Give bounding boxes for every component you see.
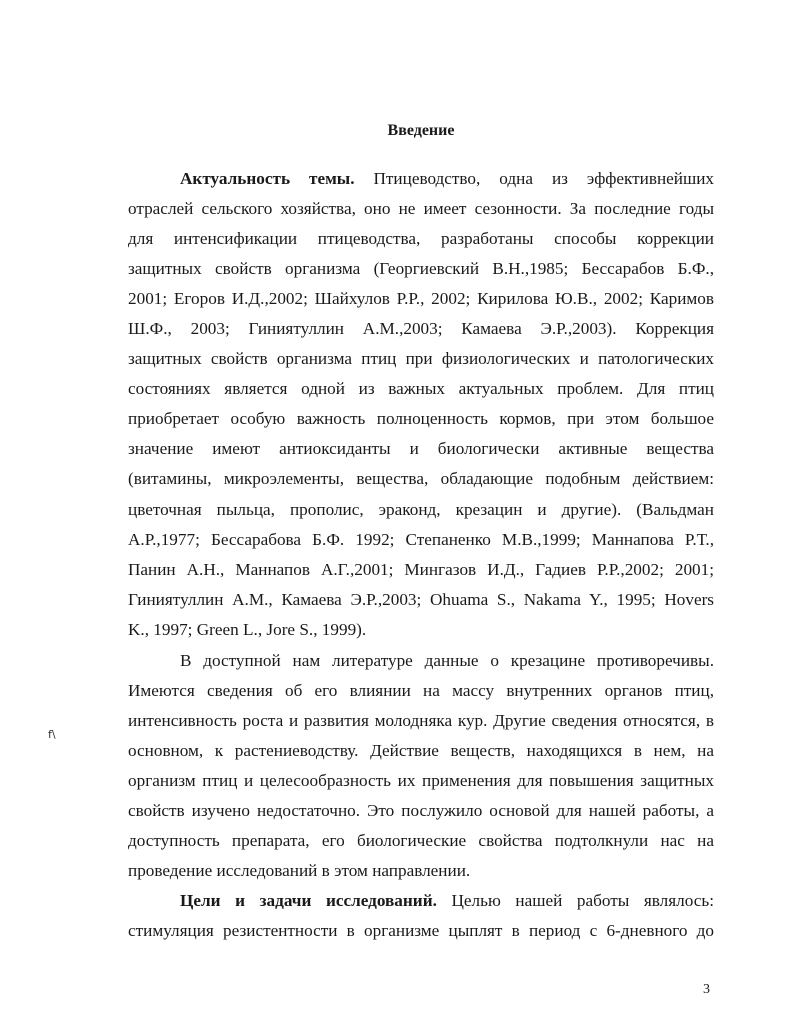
paragraph-relevance <box>128 164 714 645</box>
text-fragment: Птицеводство, одна из эффективнейших <box>354 169 714 188</box>
text-line: основном, к растениеводству. Действие веществ, находящихся в нем, на <box>128 741 714 761</box>
text-line: приобретает особую важность полноценность кормов, при этом большое <box>128 409 714 429</box>
text-line: В доступной нам литературе данные о крезацине противоречивы. <box>180 651 714 670</box>
text-line: проведение исследований в этом направлении. <box>128 861 471 881</box>
margin-mark: f\ <box>48 728 56 741</box>
text-line: Гиниятуллин А.М., Камаева Э.Р.,2003; Ohuama S., Nakama Y., 1995; Hovers <box>128 589 714 609</box>
text-line: состояниях является одной из важных актуальных проблем. Для птиц <box>128 379 714 399</box>
text-line: Имеются сведения об его влиянии на массу внутренних органов птиц, <box>128 681 714 701</box>
text-line: доступность препарата, его биологические свойства подтолкнули нас на <box>128 831 714 851</box>
text-line: А.Р.,1977; Бессарабова Б.Ф. 1992; Степаненко М.В.,1999; Маннапова Р.Т., <box>128 529 714 549</box>
paragraph-goals <box>128 886 714 946</box>
text-line: Ш.Ф., 2003; Гиниятуллин А.М.,2003; Камаева Э.Р.,2003). Коррекция <box>128 319 714 339</box>
text-line <box>128 886 714 916</box>
page-number: 3 <box>703 982 710 997</box>
text-line: интенсивность роста и развития молодняка кур. Другие сведения относятся, в <box>128 711 714 731</box>
paragraph-literature <box>128 646 714 886</box>
text-line: K., 1997; Green L., Jore S., 1999). <box>128 619 367 639</box>
text-line: Панин А.Н., Маннапов А.Г.,2001; Мингазов И.Д., Гадиев Р.Р.,2002; 2001; <box>128 559 714 579</box>
text-line: цветочная пыльца, прополис, эраконд, крезацин и другие). (Вальдман <box>128 499 714 519</box>
text-line: организм птиц и целесообразность их применения для повышения защитных <box>128 771 714 791</box>
text-line: для интенсификации птицеводства, разработаны способы коррекции <box>128 229 714 249</box>
text-line <box>128 164 714 194</box>
text-line: стимуляция резистентности в организме цыплят в период с 6-дневного до <box>128 921 714 941</box>
text-line: защитных свойств организма птиц при физиологических и патологических <box>128 349 714 369</box>
text-line: отраслей сельского хозяйства, оно не имеет сезонности. За последние годы <box>128 199 714 219</box>
text-line: свойств изучено недостаточно. Это послужило основой для нашей работы, а <box>128 801 714 821</box>
text-line: (витамины, микроэлементы, вещества, обладающие подобным действием: <box>128 469 714 489</box>
text-line: значение имеют антиоксиданты и биологически активные вещества <box>128 439 714 459</box>
section-term: Актуальность темы. <box>180 169 355 188</box>
section-term: Цели и задачи исследований. <box>180 891 437 910</box>
page-heading: Введение <box>387 122 455 139</box>
text-line: защитных свойств организма (Георгиевский В.Н.,1985; Бессарабов Б.Ф., <box>128 259 714 279</box>
text-line: 2001; Егоров И.Д.,2002; Шайхулов Р.Р., 2002; Кирилова Ю.В., 2002; Каримов <box>128 289 714 309</box>
text-fragment: Целью нашей работы являлось: <box>436 891 714 910</box>
